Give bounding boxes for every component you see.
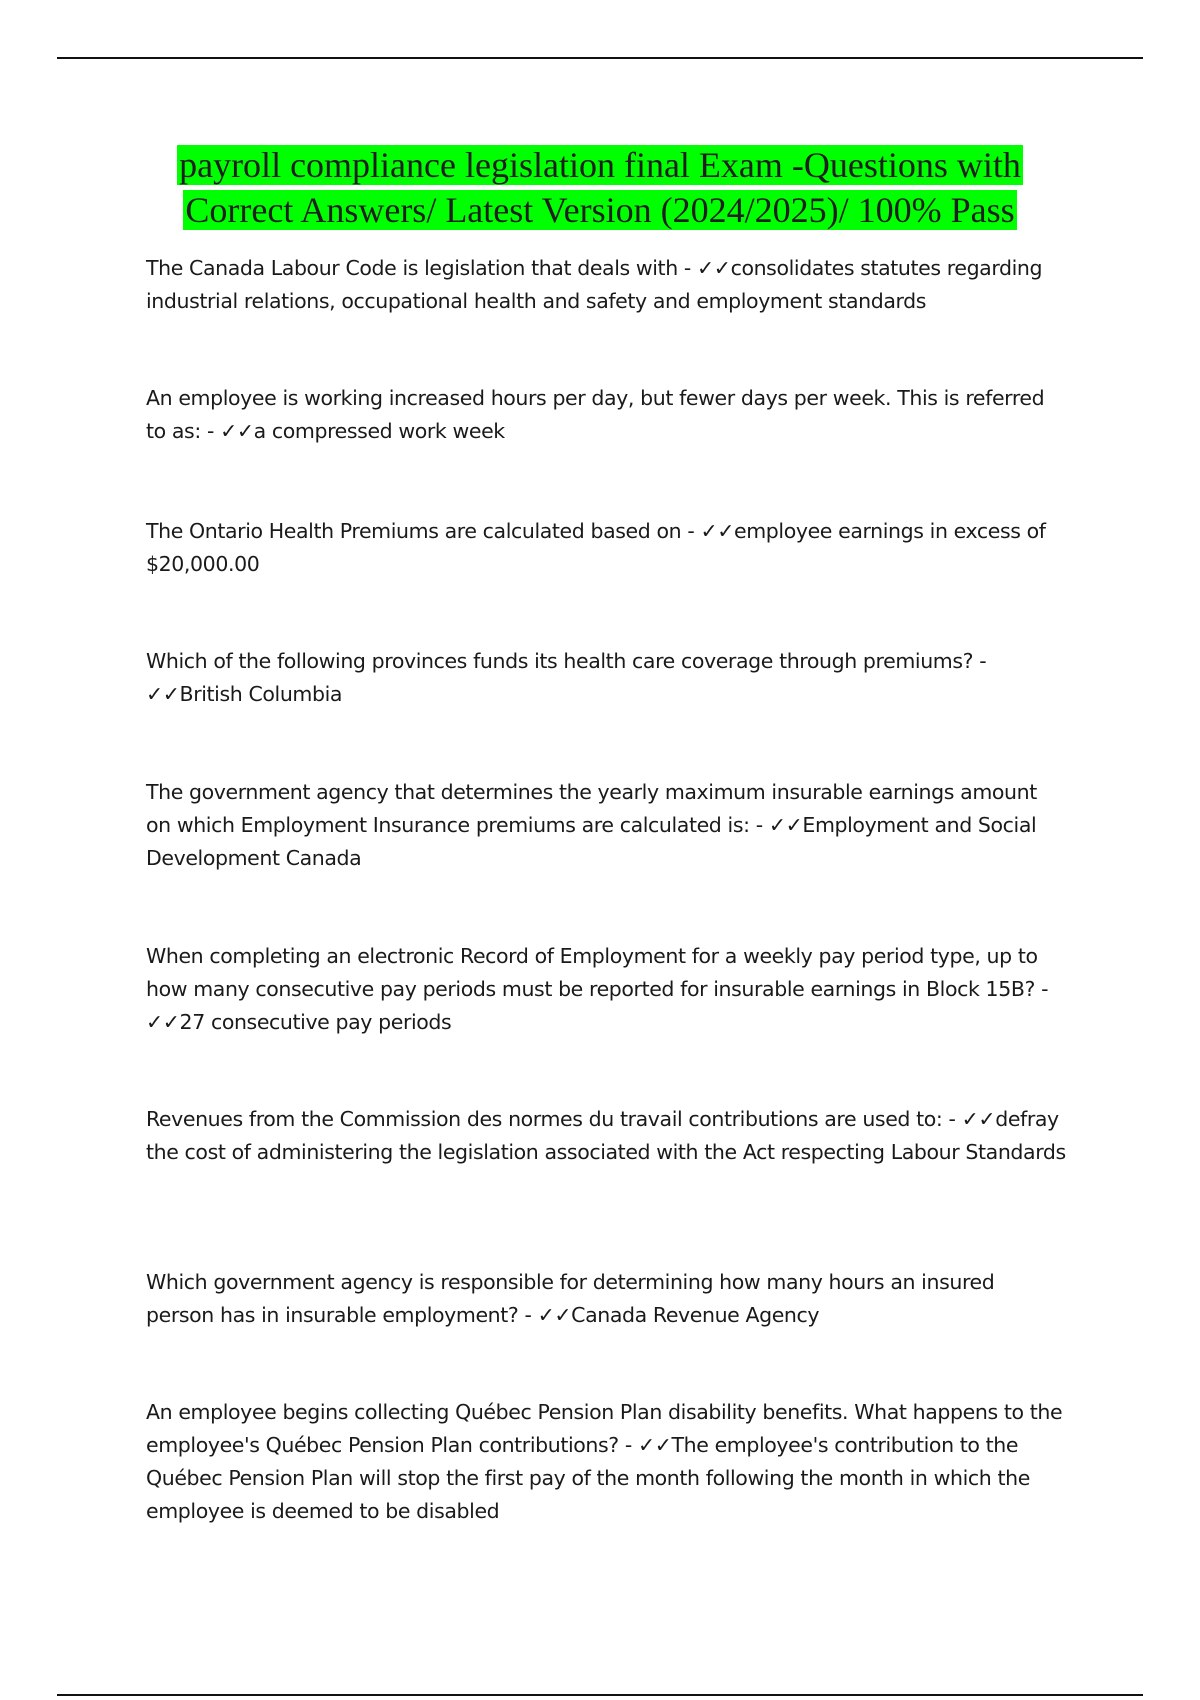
title-line-2: Correct Answers/ Latest Version (2024/2025)/ 100% Pass [185,190,1015,230]
question-item: An employee is working increased hours per day, but fewer days per week. This is referred to as: - ✓✓a compressed work week [146,386,1045,443]
question-item: The government agency that determines the yearly maximum insurable earnings amount on which Employment Insurance premiums are calculated is: - ✓✓Employment and Social Development Canada [146,780,1037,870]
question-item: The Canada Labour Code is legislation that deals with - ✓✓consolidates statutes regarding industrial relations, occupational health and safety and employment standards [146,256,1043,313]
question-item: When completing an electronic Record of Employment for a weekly pay period type, up to how many consecutive pay periods must be reported for insurable earnings in Block 15B? - ✓✓27 consecutive pay periods [146,944,1049,1034]
top-divider [57,57,1143,59]
question-item: Which government agency is responsible for determining how many hours an insured person has in insurable employment? - ✓✓Canada Revenue Agency [146,1270,995,1327]
document-title [0,143,1200,233]
question-item: An employee begins collecting Québec Pension Plan disability benefits. What happens to the employee's Québec Pension Plan contributions? - ✓✓The employee's contribution to the Québec Pension Plan will stop the first pay of the month following the month in which the employee is deemed to be disabled [146,1400,1063,1523]
question-item: Revenues from the Commission des normes du travail contributions are used to: - ✓✓defray the cost of administering the legislation associated with the Act respecting Labour Standards [146,1107,1066,1164]
question-item: Which of the following provinces funds its health care coverage through premiums? - ✓✓British Columbia [146,649,987,706]
title-line-1: payroll compliance legislation final Exam -Questions with [179,145,1021,185]
bottom-divider [57,1694,1143,1696]
question-item: The Ontario Health Premiums are calculated based on - ✓✓employee earnings in excess of $20,000.00 [146,519,1046,576]
